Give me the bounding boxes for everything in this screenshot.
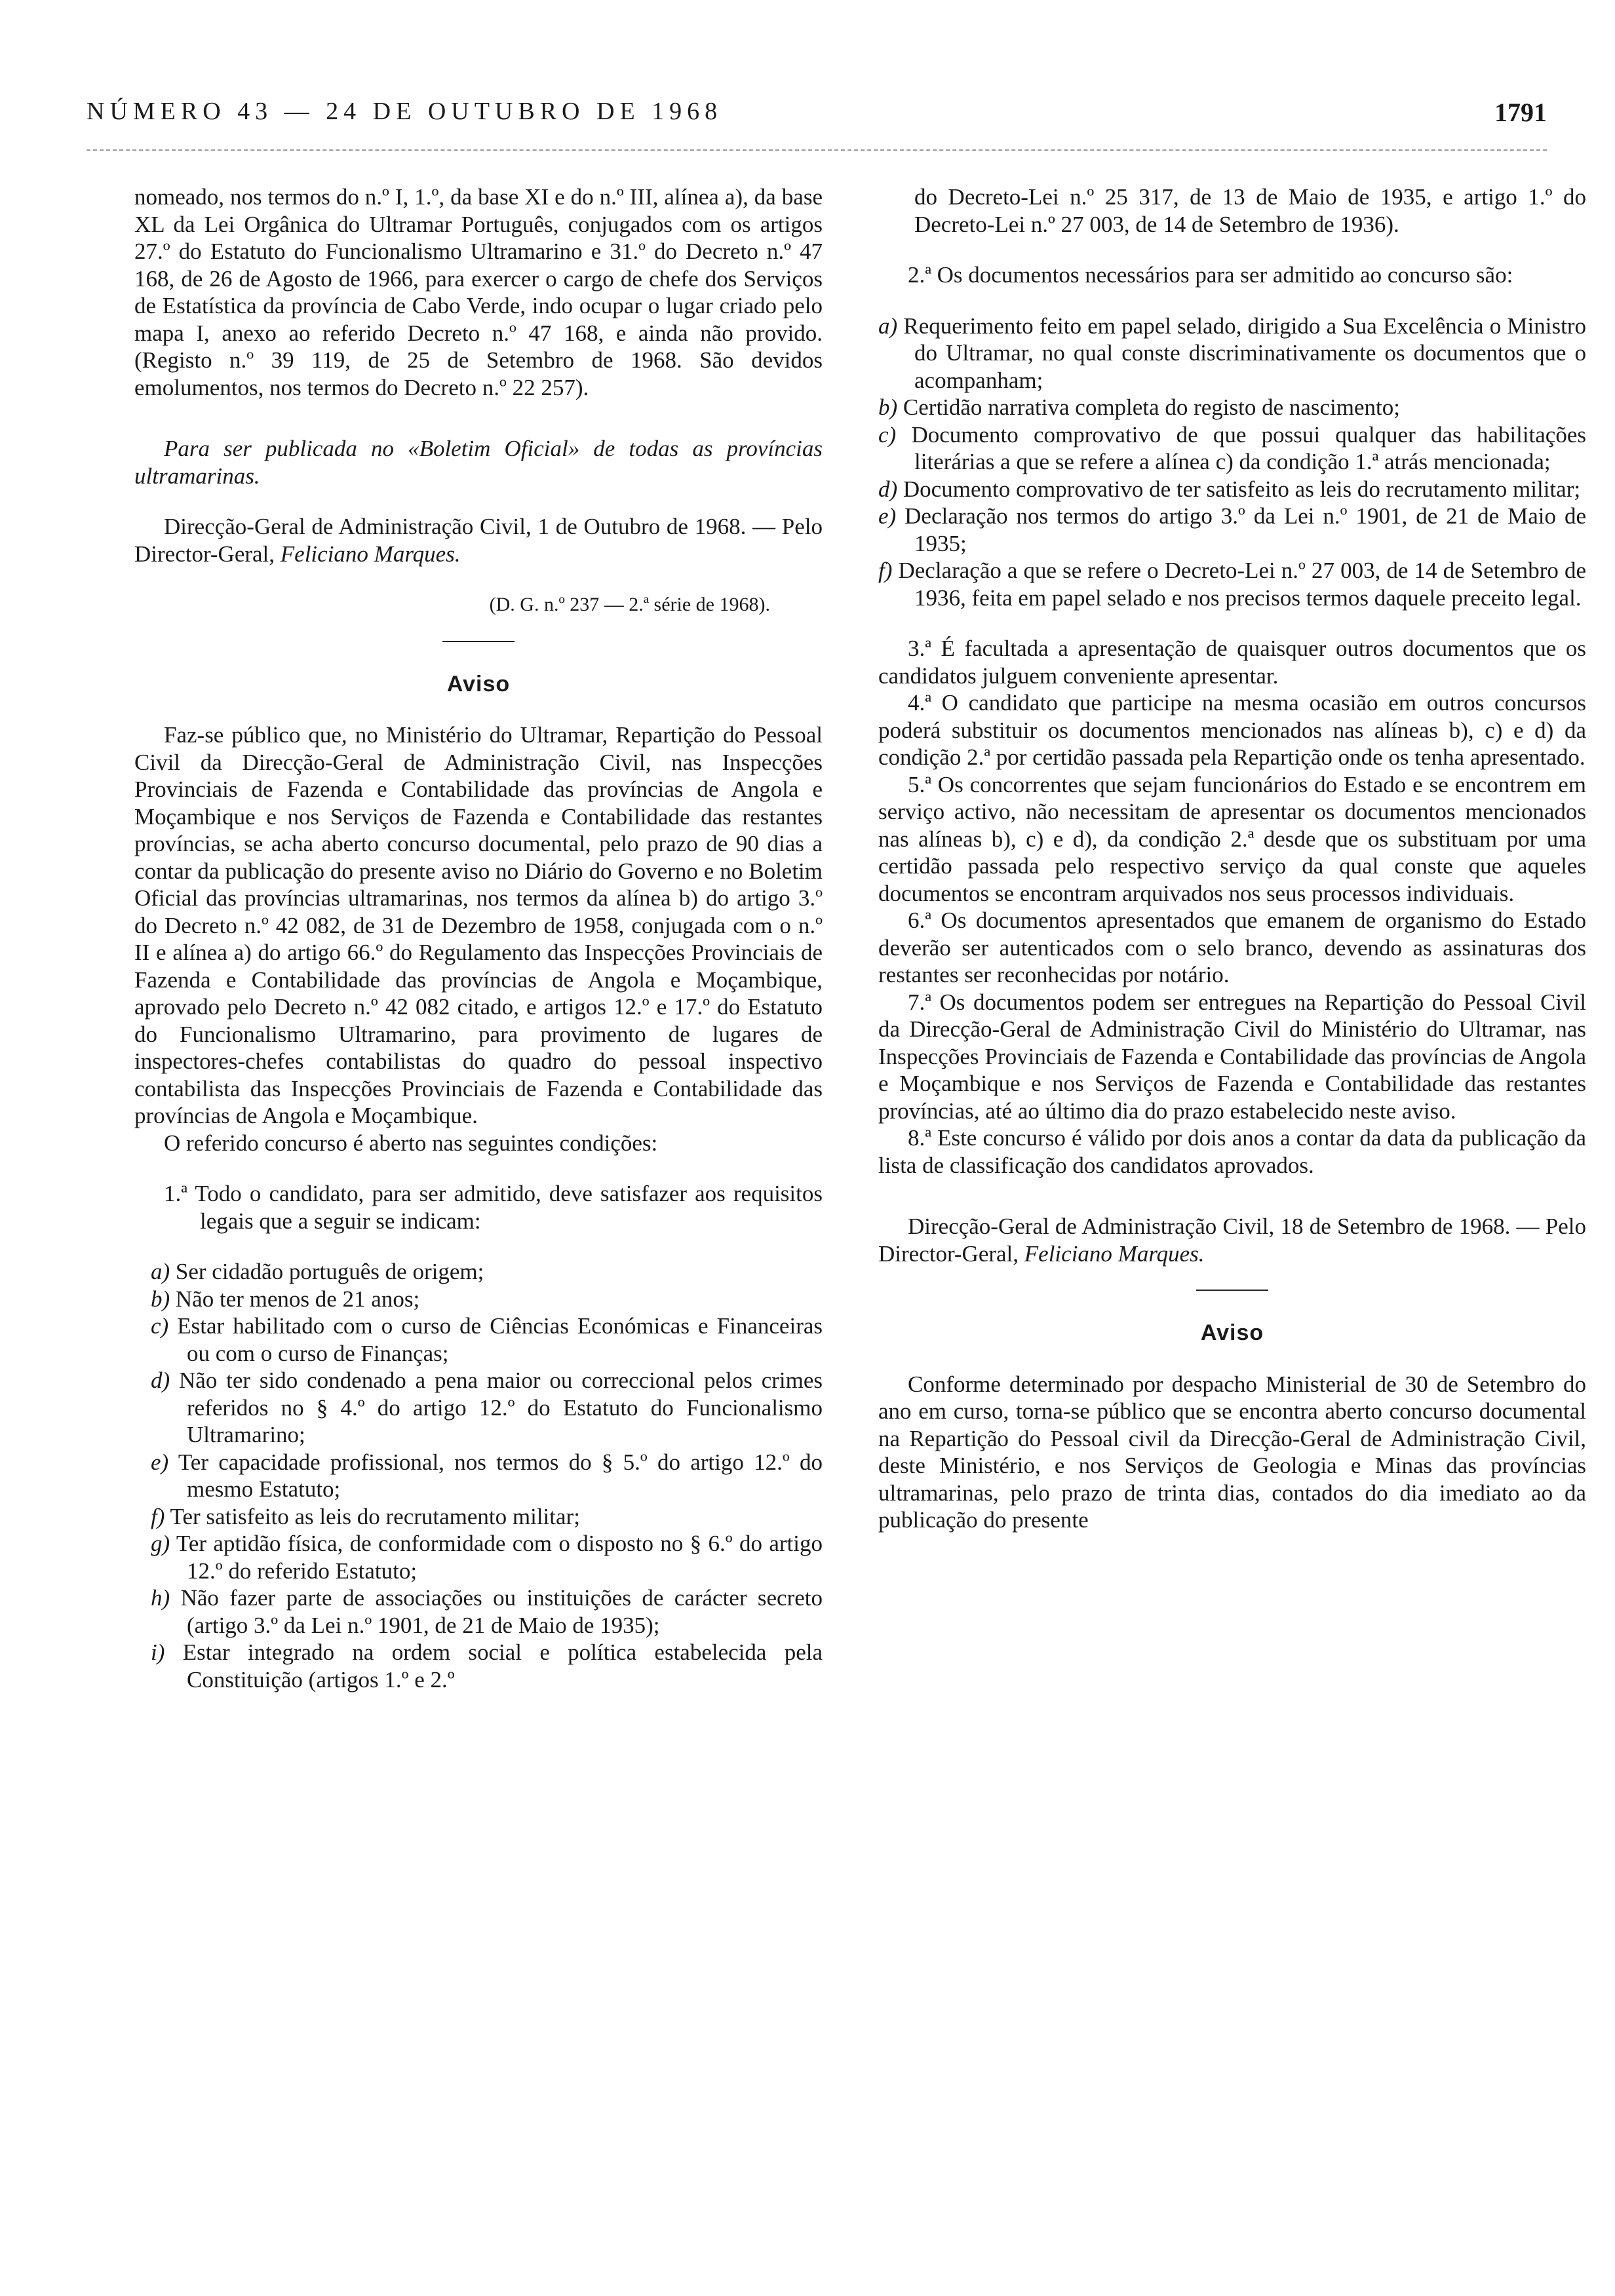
condition-1: 1.ª Todo o candidato, para ser admitido, deve satisfazer aos requisitos legais que a seguir se indicam: (164, 1181, 823, 1234)
list-item: d) Documento comprovativo de ter satisfeito as leis do recrutamento militar; (878, 476, 1581, 502)
condition-6: 6.ª Os documentos apresentados que emanem de organismo do Estado deverão ser autenticados com o selo branco, devendo as assinaturas dos restantes ser reconhecidas por notário. (878, 908, 1586, 987)
condition-8: 8.ª Este concurso é válido por dois anos a contar da data da publicação da lista de classificação dos candidatos aprovados. (878, 1125, 1586, 1178)
signatory-name: Feliciano Marques. (280, 541, 461, 567)
page-header (87, 97, 1547, 136)
list-item: f) Declaração a que se refere o Decreto-Lei n.º 27 003, de 14 de Setembro de 1936, feita em papel selado e nos precisos termos daquele preceito legal. (878, 558, 1586, 611)
list-item: h) Não fazer parte de associações ou instituições de carácter secreto (artigo 3.º da Lei n.º 1901, de 21 de Maio de 1935); (151, 1585, 823, 1638)
list-item: a) Requerimento feito em papel selado, dirigido a Sua Excelência o Ministro do Ultramar, no qual conste discriminativamente os documentos que o acompanham; (878, 313, 1586, 393)
list-item: b) Não ter menos de 21 anos; (151, 1286, 420, 1312)
signatory-name: Feliciano Marques. (1024, 1240, 1205, 1267)
list-item: f) Ter satisfeito as leis do recrutamento militar; (151, 1503, 580, 1529)
aviso-2-paragraph: Conforme determinado por despacho Ministerial de 30 de Setembro do ano em curso, torna-se público que se encontra aberto concurso documental na Repartição do Pessoal civil da Direcção-Geral de Administração Civil, deste Ministério, e nos Serviços de Geologia e Minas das províncias ultramarinas, pelo prazo de trinta dias, contados do dia imediato ao da publicação do presente (878, 1371, 1586, 1533)
list-item: a) Ser cidadão português de origem; (151, 1259, 484, 1284)
continuation-paragraph: do Decreto-Lei n.º 25 317, de 13 de Maio de 1935, e artigo 1.º do Decreto-Lei n.º 27 003, de 14 de Setembro de 1936). (914, 184, 1586, 237)
documents-list (878, 313, 1586, 612)
section-separator (1196, 1290, 1268, 1291)
list-item: d) Não ter sido condenado a pena maior ou correccional pelos crimes referidos no § 4.º do artigo 12.º do Estatuto do Funcionalismo Ultramarino; (151, 1368, 823, 1447)
condition-7: 7.ª Os documentos podem ser entregues na Repartição do Pessoal Civil da Direcção-Geral de Administração Civil do Ministério do Ultramar, nas Inspecções Provinciais de Fazenda e Contabilidade das províncias de Angola e Moçambique e nos Serviços de Fazenda e Contabilidade das restantes províncias, até ao último dia do prazo estabelecido neste aviso. (878, 989, 1586, 1124)
list-item: e) Ter capacidade profissional, nos termos do § 5.º do artigo 12.º do mesmo Estatuto; (151, 1449, 823, 1502)
right-column (878, 183, 1586, 1534)
header-divider (87, 149, 1547, 151)
signature-block-2 (878, 1213, 1586, 1267)
list-item: i) Estar integrado na ordem social e política estabelecida pela Constituição (artigos 1.º e 2.º (151, 1639, 823, 1693)
signature-text: Direcção-Geral de Administração Civil, 18 de Setembro de 1968. — Pelo Director-Geral, (878, 1214, 1586, 1267)
appointment-paragraph: nomeado, nos termos do n.º I, 1.º, da base XI e do n.º III, alínea a), da base XL da Lei Orgânica do Ultramar Português, conjugados com os artigos 27.º do Estatuto do Funcionalismo Ultramarino e 31.º do Decreto n.º 47 168, de 26 de Agosto de 1966, para exercer o cargo de chefe dos Serviços de Estatística da província de Cabo Verde, indo ocupar o lugar criado pelo mapa I, anexo ao referido Decreto n.º 47 168, e ainda não provido. (Registo n.º 39 119, de 25 de Setembro de 1968. São devidos emolumentos, nos termos do Decreto n.º 22 257). (134, 184, 823, 400)
list-item: e) Declaração nos termos do artigo 3.º da Lei n.º 1901, de 21 de Maio de 1935; (878, 503, 1586, 556)
aviso-heading: Aviso (446, 671, 511, 697)
conditions-intro: O referido concurso é aberto nas seguintes condições: (164, 1130, 658, 1156)
aviso-heading: Aviso (1200, 1320, 1264, 1345)
condition-4: 4.ª O candidato que participe na mesma ocasião em outros concursos poderá substituir os documentos mencionados nas alíneas b), c) e d) da condição 2.ª por certidão passada pela Repartição onde os tenha apresentado. (878, 690, 1586, 770)
section-separator (442, 641, 515, 642)
publication-note: Para ser publicada no «Boletim Oficial» de todas as províncias ultramarinas. (134, 436, 823, 489)
signature-text: Direcção-Geral de Administração Civil, 1 de Outubro de 1968. — Pelo Director-Geral, (134, 514, 823, 567)
list-item: b) Certidão narrativa completa do registo de nascimento; (878, 394, 1400, 420)
signature-block-1 (134, 513, 823, 567)
aviso-intro-paragraph: Faz-se público que, no Ministério do Ultramar, Repartição do Pessoal Civil da Direcção-Geral de Administração Civil, nas Inspecções Provinciais de Fazenda e Contabilidade das províncias de Angola e Moçambique e nos Serviços de Fazenda e Contabilidade das restantes províncias, se acha aberto concurso documental, pelo prazo de 90 dias a contar da publicação do presente aviso no Diário do Governo e no Boletim Oficial das províncias ultramarinas, nos termos da alínea b) do artigo 3.º do Decreto n.º 42 082, de 31 de Dezembro de 1958, conjugada com o n.º II e alínea a) do artigo 66.º do Regulamento das Inspecções Provinciais de Fazenda e Contabilidade das províncias de Angola e Moçambique, aprovado pelo Decreto n.º 42 082 citado, e artigos 12.º e 17.º do Estatuto do Funcionalismo Ultramarino, para provimento de lugares de inspectores-chefes contabilistas do quadro do pessoal inspectivo contabilista das Inspecções Provinciais de Fazenda e Contabilidade das províncias de Angola e Moçambique. (134, 722, 823, 1128)
list-item: c) Estar habilitado com o curso de Ciências Económicas e Financeiras ou com o curso de Finanças; (151, 1313, 823, 1366)
list-item: c) Documento comprovativo de que possui qualquer das habilitações literárias a que se refere a alínea c) da condição 1.ª atrás mencionada; (878, 421, 1586, 474)
list-item: g) Ter aptidão física, de conformidade com o disposto no § 6.º do artigo 12.º do referido Estatuto; (151, 1531, 823, 1584)
requirements-list (134, 1258, 823, 1693)
condition-2: 2.ª Os documentos necessários para ser admitido ao concurso são: (908, 262, 1513, 288)
condition-5: 5.ª Os concorrentes que sejam funcionários do Estado e se encontrem em serviço activo, não necessitam de apresentar os documentos mencionados nas alíneas b), c) e d), da condição 2.ª desde que os substituam por uma certidão passada pelo respectivo serviço da qual conste que aqueles documentos se encontram arquivados nos seus processos individuais. (878, 771, 1586, 906)
page-number: 1791 (1494, 98, 1547, 127)
condition-3: 3.ª É facultada a apresentação de quaisquer outros documentos que os candidatos julguem conveniente apresentar. (878, 636, 1586, 689)
gazette-reference: (D. G. n.º 237 — 2.ª série de 1968). (489, 594, 770, 615)
issue-title: NÚMERO 43 — 24 DE OUTUBRO DE 1968 (87, 98, 723, 125)
left-column (134, 183, 823, 1693)
